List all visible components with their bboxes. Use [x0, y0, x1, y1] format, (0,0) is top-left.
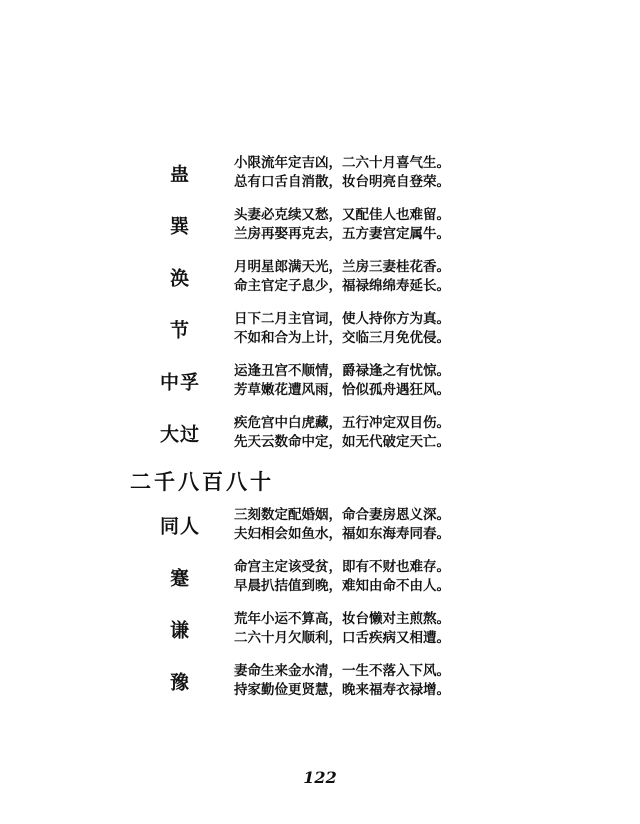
hexagram-name: 节: [169, 319, 190, 342]
verse-entry: [0, 604, 640, 654]
verse-entry: [0, 304, 640, 354]
verse-line: 运逢丑宫不顺情，爵禄逢之有忧惊。: [234, 363, 450, 379]
verse-entry: [0, 252, 640, 302]
verse-line: 兰房再娶再克去，五方妻宫定属牛。: [234, 226, 450, 242]
verse-line: 命宫主定该受贫，即有不财也难存。: [234, 559, 450, 575]
verse-entry: [0, 200, 640, 250]
verse-entry: [0, 408, 640, 458]
verse-line: 妻命生来金水清，一生不落入下风。: [234, 663, 450, 679]
verse-line: 日下二月主官词，使人持你方为真。: [234, 311, 450, 327]
verse-entry: [0, 656, 640, 706]
hexagram-name: 同人: [159, 515, 200, 538]
verse-entry: [0, 356, 640, 406]
verse-entry: [0, 148, 640, 198]
hexagram-name: 大过: [159, 423, 200, 446]
hexagram-name: 中孚: [159, 371, 200, 394]
verse-line: 持家勤俭更贤慧，晚来福寿衣禄增。: [234, 682, 450, 698]
hexagram-name: 谦: [169, 619, 190, 642]
hexagram-name: 涣: [169, 267, 190, 290]
hexagram-name: 蹇: [169, 567, 190, 590]
verse-line: 早晨扒拮值到晚，难知由命不由人。: [234, 578, 450, 594]
verse-line: 疾危宫中白虎藏，五行冲定双目伤。: [234, 415, 450, 431]
verse-line: 命主官定子息少，福禄绵绵寿延长。: [234, 278, 450, 294]
verse-line: 小限流年定吉凶，二六十月喜气生。: [234, 155, 450, 171]
hexagram-name: 巽: [169, 215, 190, 238]
verse-line: 夫妇相会如鱼水，福如东海寿同春。: [234, 526, 450, 542]
verse-line: 荒年小运不算高，妆台懒对主煎熬。: [234, 611, 450, 627]
verse-line: 二六十月欠顺利，口舌疾病又相遭。: [234, 630, 450, 646]
verse-entry: [0, 500, 640, 550]
verse-line: 芳草嫩花遭风雨，恰似孤舟遇狂风。: [234, 382, 450, 398]
verse-line: 月明星郎满天光，兰房三妻桂花香。: [234, 259, 450, 275]
verse-entry: [0, 552, 640, 602]
verse-line: 先天云数命中定，如无代破定天亡。: [234, 434, 450, 450]
page-number: 122: [303, 768, 337, 787]
verse-line: 总有口舌自消散，妆台明亮自登荣。: [234, 174, 450, 190]
verse-line: 不如和合为上计，交临三月免优侵。: [234, 330, 450, 346]
verse-line: 三刻数定配婚姻，命合妻房恩义深。: [234, 507, 450, 523]
hexagram-name: 蛊: [169, 163, 190, 186]
verse-line: 头妻必克续又愁，又配佳人也难留。: [234, 207, 450, 223]
hexagram-name: 豫: [169, 671, 190, 694]
section-heading: 二千八百八十: [130, 469, 274, 494]
